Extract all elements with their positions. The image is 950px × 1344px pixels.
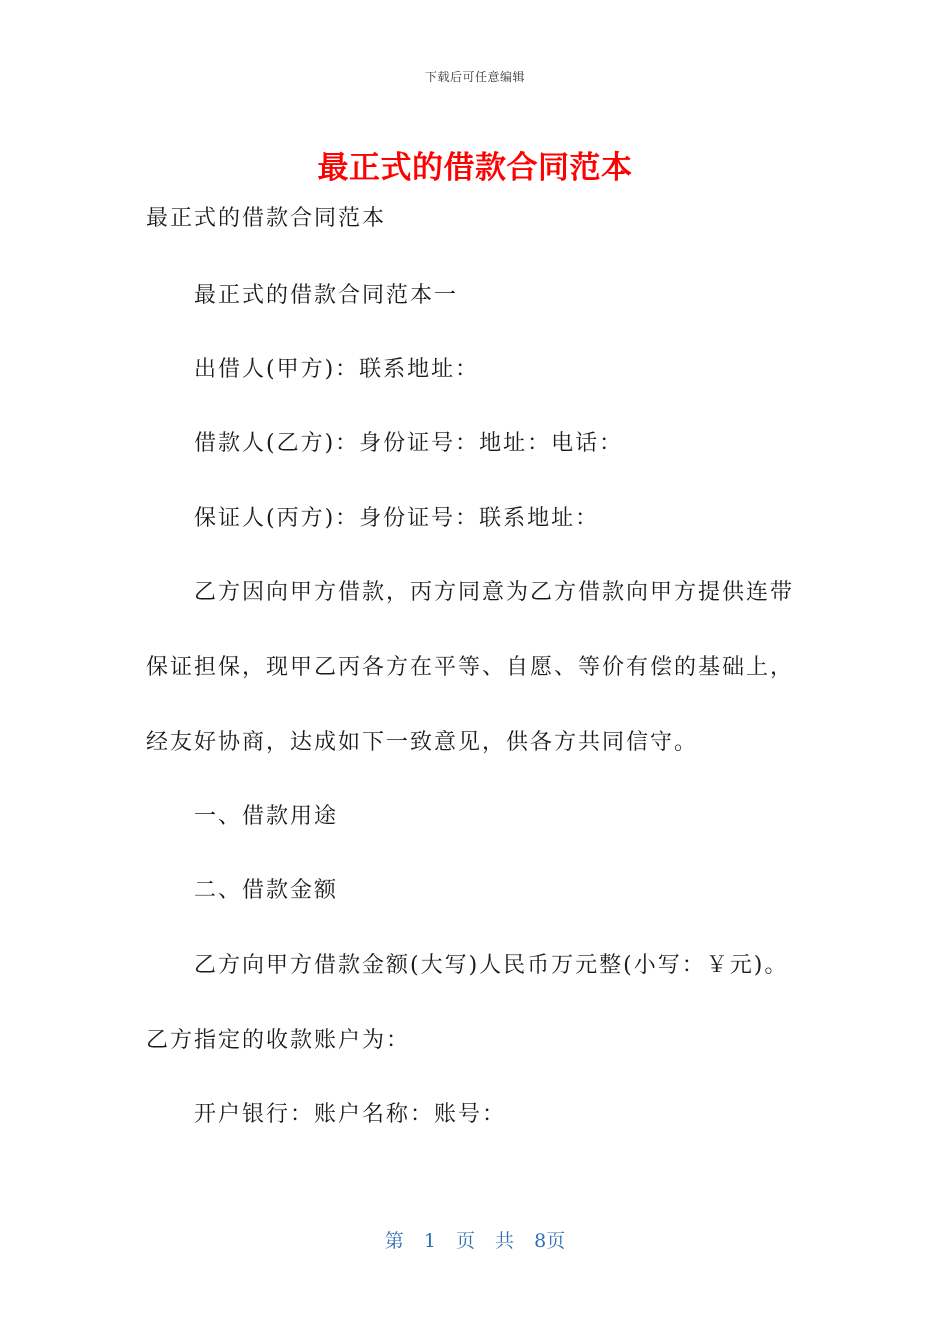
paragraph-line: 保证担保，现甲乙丙各方在平等、自愿、等价有偿的基础上， <box>146 655 795 680</box>
clause-heading-purpose: 一、借款用途 <box>194 804 339 829</box>
header-note: 下载后可任意编辑 <box>424 70 525 84</box>
amount-line: 乙方向甲方借款金额(大写)人民币万元整(小写：￥元)。 <box>194 953 789 978</box>
borrower-line: 借款人(乙方)：身份证号：地址：电话： <box>194 431 624 456</box>
paragraph-line: 乙方因向甲方借款，丙方同意为乙方借款向甲方提供连带 <box>194 580 795 605</box>
section-heading-line: 最正式的借款合同范本一 <box>194 283 459 308</box>
footer-page-number: 1 <box>423 1230 436 1252</box>
footer-page-word: 页 <box>455 1230 475 1252</box>
paragraph-line: 经友好协商，达成如下一致意见，供各方共同信守。 <box>146 730 699 755</box>
subtitle-line: 最正式的借款合同范本 <box>146 206 387 231</box>
guarantor-line: 保证人(丙方)：身份证号：联系地址： <box>194 506 600 531</box>
clause-heading-amount: 二、借款金额 <box>194 878 339 903</box>
footer-prefix: 第 <box>384 1230 404 1252</box>
document-title: 最正式的借款合同范本 <box>317 150 633 186</box>
lender-line: 出借人(甲方)：联系地址： <box>194 357 480 382</box>
page-footer <box>0 1226 950 1253</box>
footer-total-prefix: 共 <box>495 1230 515 1252</box>
footer-total-pages: 8页 <box>534 1230 566 1252</box>
account-line: 乙方指定的收款账户为： <box>146 1028 411 1053</box>
bank-info-line: 开户银行：账户名称：账号： <box>194 1102 507 1127</box>
